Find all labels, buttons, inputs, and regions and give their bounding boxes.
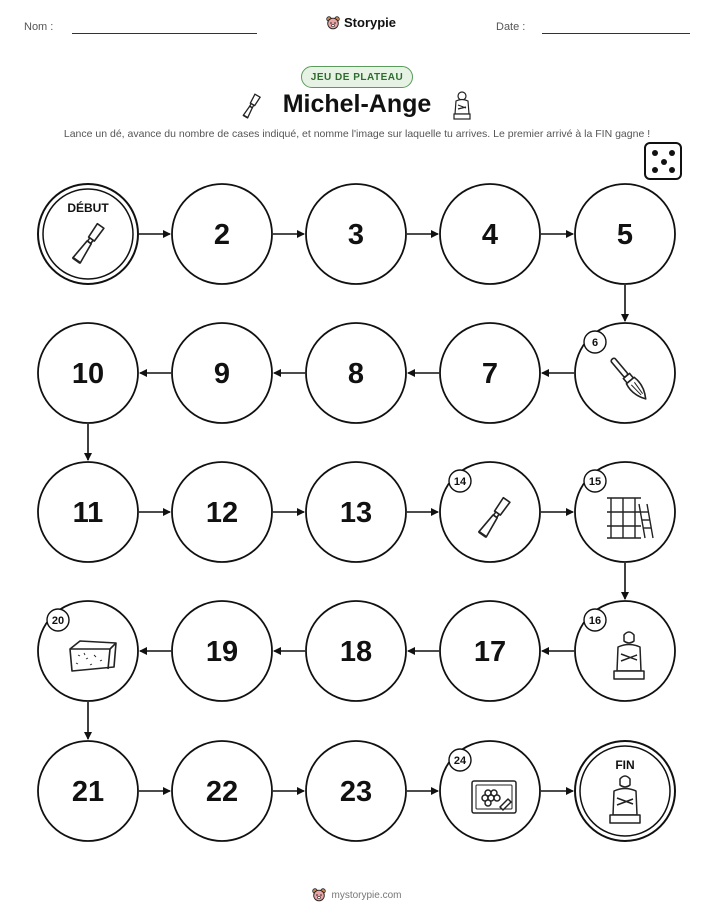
bear-logo-icon [312, 888, 326, 902]
cell-number: 19 [205, 636, 239, 668]
board-cell-1 [38, 184, 138, 284]
cell-number: 17 [473, 636, 507, 668]
board-cell-18 [306, 601, 406, 701]
cell-number: 23 [339, 776, 373, 808]
cell-number: 11 [72, 497, 104, 529]
brand-name: Storypie [344, 15, 397, 30]
board-cell-2 [172, 184, 272, 284]
board-cell-16 [575, 601, 675, 701]
cell-number: 15 [588, 476, 602, 488]
board-cell-5 [575, 184, 675, 284]
marble-block-icon [70, 641, 116, 671]
cell-number: 9 [213, 358, 231, 390]
board-cell-20 [38, 601, 138, 701]
board-cell-7 [440, 323, 540, 423]
cell-number: 4 [481, 219, 499, 251]
cell-number: 10 [71, 358, 105, 390]
board-cell-13 [306, 462, 406, 562]
cell-number: 16 [588, 615, 602, 627]
cell-number: 5 [616, 219, 634, 251]
board-cell-24 [440, 741, 540, 841]
board-cell-17 [440, 601, 540, 701]
board-cell-23 [306, 741, 406, 841]
cell-number: 14 [453, 476, 467, 488]
fresco-icon [472, 781, 516, 813]
cell-number: 24 [453, 755, 467, 767]
cell-number: 21 [71, 776, 105, 808]
board-cell-15 [575, 462, 675, 562]
cell-number: 3 [347, 219, 365, 251]
board-cell-4 [440, 184, 540, 284]
cell-number: 6 [591, 337, 599, 349]
cell-number: 13 [339, 497, 373, 529]
board-cell-22 [172, 741, 272, 841]
board-cell-11 [38, 462, 138, 562]
cell-number: 7 [481, 358, 499, 390]
cell-number: 18 [339, 636, 373, 668]
board-cell-9 [172, 323, 272, 423]
cell-ring [38, 184, 138, 284]
board-cell-12 [172, 462, 272, 562]
cell-number: 2 [213, 219, 231, 251]
name-label: Nom : [24, 21, 54, 33]
board-cell-25 [575, 741, 675, 841]
board-cell-14 [440, 462, 540, 562]
board-cell-6 [575, 323, 675, 423]
cell-number: 8 [347, 358, 365, 390]
board-cell-8 [306, 323, 406, 423]
board-cell-19 [172, 601, 272, 701]
cell-number: 12 [205, 497, 239, 529]
end-label: FIN [615, 758, 635, 772]
instructions: Lance un dé, avance du nombre de cases indiqué, et nomme l'image sur laquelle tu arrives. Le premier arrivé à la FIN gagne ! [63, 128, 651, 140]
cell-number: 22 [205, 776, 239, 808]
board-cell-21 [38, 741, 138, 841]
footer [0, 888, 714, 902]
board-cell-10 [38, 323, 138, 423]
footer-url[interactable]: mystorypie.com [331, 889, 402, 901]
page-title: Michel-Ange [282, 90, 432, 118]
start-label: DÉBUT [67, 201, 109, 215]
date-label: Date : [496, 21, 526, 33]
game-type-badge: JEU DE PLATEAU [301, 66, 413, 88]
board-cell-3 [306, 184, 406, 284]
cell-number: 20 [51, 615, 65, 627]
